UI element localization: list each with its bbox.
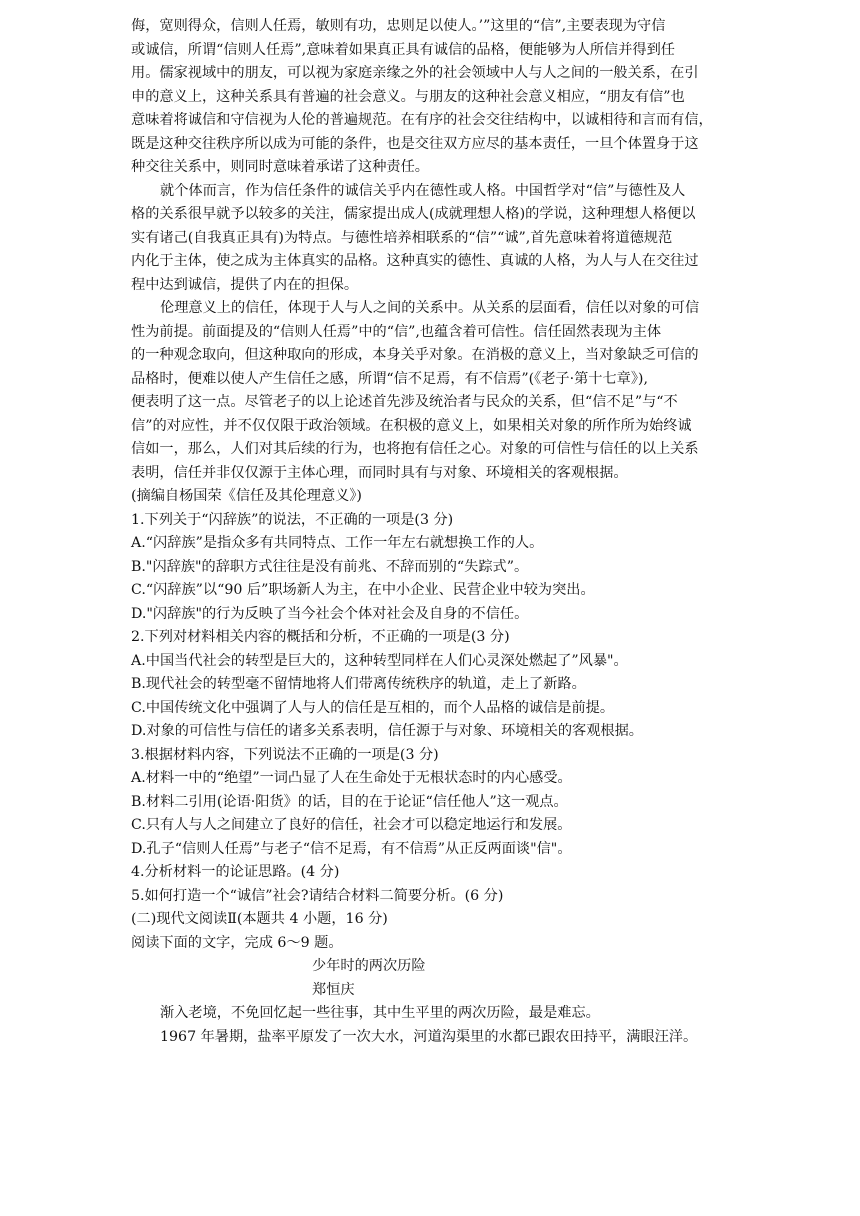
- text-line: 品格时，便难以使人产生信任之感，所谓“信不足焉，有不信焉”(《老子·第十七章》),: [131, 370, 648, 387]
- source-citation: (摘编自杨国荣《信任及其伦理意义》): [131, 488, 362, 504]
- section-instruction: 阅读下面的文字，完成 6～9 题。: [131, 934, 343, 951]
- text-line: 就个体而言，作为信任条件的诚信关乎内在德性或人格。中国哲学对“信”与德性及人: [160, 182, 686, 199]
- text-line: 侮，宽则得众，信则人任焉，敏则有功，忠则足以使人。’”这里的“信”,主要表现为守信: [131, 18, 666, 34]
- text-line: 信”的对应性，并不仅仅限于政治领域。在积极的意义上，如果相关对象的所作所为始终诚: [131, 417, 692, 434]
- paragraph-friend-trust: [131, 15, 735, 180]
- text-line: 的一种观念取向，但这种取向的形成，本身关乎对象。在消极的意义上，当对象缺乏可信的: [131, 347, 699, 363]
- text-line: 申的意义上，这种关系具有普遍的社会意义。与朋友的这种社会意义相应，“朋友有信”也: [131, 88, 685, 105]
- document-page: [131, 15, 735, 1049]
- text-line: 用。儒家视域中的朋友，可以视为家庭亲缘之外的社会领域中人与人之间的一般关系，在引: [131, 65, 699, 81]
- question-3-option-a: A.材料一中的“绝望”一词凸显了人在生命处于无根状态时的内心感受。: [131, 770, 572, 786]
- question-2: 2.下列对材料相关内容的概括和分析，不正确的一项是(3 分): [131, 629, 510, 645]
- text-line: 种交往关系中，则同时意味着承诺了这种责任。: [131, 159, 429, 175]
- question-3-option-d: D.孔子“信则人任焉”与老子“信不足焉，有不信焉”从正反两面谈"信"。: [131, 840, 572, 857]
- question-1: 1.下列关于“闪辞族”的说法，不正确的一项是(3 分): [131, 511, 454, 528]
- story-paragraph: 渐入老境，不免回忆起一些往事，其中生平里的两次历险，最是难忘。: [160, 1005, 600, 1021]
- question-1-option-c: C.“闪辞族”以“90 后”职场新人为主，在中小企业、民营企业中较为突出。: [131, 582, 595, 598]
- question-1-option-a: A.“闪辞族”是指众多有共同特点、工作一年左右就想换工作的人。: [131, 535, 544, 551]
- question-3: 3.根据材料内容，下列说法不正确的一项是(3 分): [131, 746, 439, 763]
- question-2-option-a: A.中国当代社会的转型是巨大的，这种转型同样在人们心灵深处燃起了”风暴"。: [131, 652, 628, 669]
- text-line: 程中达到诚信，提供了内在的担保。: [131, 276, 359, 293]
- text-line: 实有诸己(自我真正具有)为特点。与德性培养相联系的“信”“诚”,首先意味着将道德规范: [131, 229, 673, 246]
- question-3-option-b: B.材料二引用(论语·阳货》的话，目的在于论证“信任他人”这一观点。: [131, 793, 568, 810]
- section-heading: (二)现代文阅读Ⅱ(本题共 4 小题，16 分): [131, 911, 388, 927]
- text-line: 意味着将诚信和守信视为人伦的普遍规范。在有序的社会交往结构中，以诚相待和言而有信，: [131, 112, 713, 128]
- text-line: 信如一，那么，人们对其后续的行为，也将抱有信任之心。对象的可信性与信任的以上关系: [131, 441, 699, 457]
- text-line: 格的关系很早就予以较多的关注，儒家提出成人(成就理想人格)的学说，这种理想人格便以: [131, 206, 696, 222]
- text-line: 伦理意义上的信任，体现于人与人之间的关系中。从关系的层面看，信任以对象的可信: [160, 300, 700, 316]
- text-line: 或诚信，所谓“信则人任焉”,意味着如果真正具有诚信的品格，便能够为人所信并得到任: [131, 41, 675, 58]
- text-line: 表明，信任并非仅仅源于主体心理，而同时具有与对象、环境相关的客观根据。: [131, 464, 628, 481]
- question-2-option-b: B.现代社会的转型毫不留情地将人们带离传统秩序的轨道，走上了新路。: [131, 676, 586, 692]
- text-line: 便表明了这一点。尽管老子的以上论述首先涉及统治者与民众的关系，但“信不足”与“不: [131, 394, 678, 410]
- question-2-option-c: C.中国传统文化中强调了人与人的信任是互相的，而个人品格的诚信是前提。: [131, 699, 615, 716]
- paragraph-individual-integrity: [131, 180, 735, 298]
- story-title: 少年时的两次历险: [312, 958, 426, 974]
- question-3-option-c: C.只有人与人之间建立了良好的信任，社会才可以稳定地运行和发展。: [131, 817, 572, 833]
- question-2-option-d: D.对象的可信性与信任的诸多关系表明，信任源于与对象、环境相关的客观根据。: [131, 723, 643, 739]
- story-paragraph: 1967 年暑期，盐率平原发了一次大水，河道沟渠里的水都已跟农田持平，满眼汪洋。: [160, 1028, 698, 1045]
- question-list: [131, 509, 735, 909]
- question-5: 5.如何打造一个“诚信”社会?请结合材料二简要分析。(6 分): [131, 887, 504, 904]
- text-line: 既是这种交往秩序所以成为可能的条件，也是交往双方应尽的基本责任，一旦个体置身于这: [131, 135, 699, 152]
- story-author: 郑恒庆: [312, 981, 355, 998]
- text-line: 内化于主体，使之成为主体真实的品格。这种真实的德性、真诚的人格，为人与人在交往过: [131, 253, 699, 269]
- question-4: 4.分析材料一的论证思路。(4 分): [131, 864, 340, 880]
- paragraph-ethical-trust: [131, 297, 735, 485]
- question-1-option-b: B."闪辞族"的辞职方式往往是没有前兆、不辞而别的“失踪式”。: [131, 558, 529, 575]
- text-line: 性为前提。前面提及的“信则人任焉”中的“信”,也蕴含着可信性。信任固然表现为主体: [131, 323, 662, 340]
- question-1-option-d: D."闪辞族"的行为反映了当今社会个体对社会及自身的不信任。: [131, 605, 529, 622]
